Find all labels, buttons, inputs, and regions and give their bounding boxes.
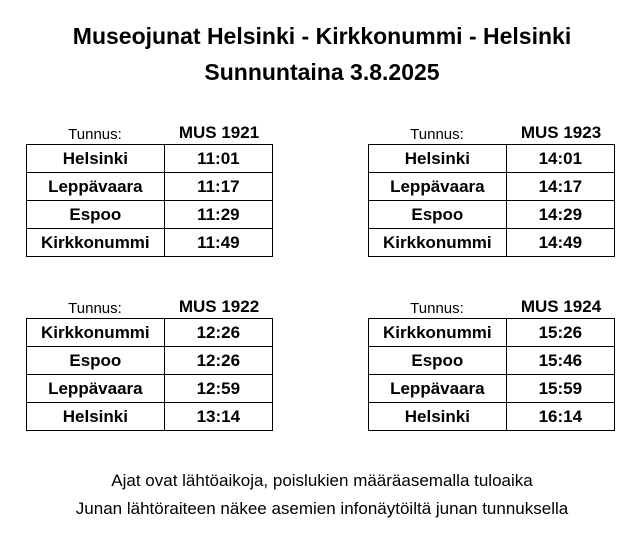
date-subtitle: Sunnuntaina 3.8.2025 — [204, 59, 440, 85]
table-row — [27, 319, 273, 347]
station-cell: Espoo — [27, 201, 165, 229]
timetable — [368, 318, 615, 431]
time-cell: 11:17 — [164, 173, 272, 201]
train-code: MUS 1921 — [178, 123, 260, 142]
table-row — [369, 201, 615, 229]
time-cell: 12:26 — [164, 347, 272, 375]
time-cell: 12:59 — [164, 375, 272, 403]
station-cell: Leppävaara — [27, 375, 165, 403]
station-cell: Kirkkonummi — [369, 319, 507, 347]
station-cell: Leppävaara — [369, 375, 507, 403]
tunnus-label: Tunnus: — [68, 300, 122, 317]
platform-info-note: Junan lähtöraiteen näkee asemien infonäytöiltä junan tunnuksella — [75, 499, 569, 518]
time-cell: 13:14 — [164, 403, 272, 431]
time-cell: 12:26 — [164, 319, 272, 347]
table-row — [369, 229, 615, 257]
time-cell: 15:59 — [506, 375, 614, 403]
departure-times-note: Ajat ovat lähtöaikoja, poislukien määräasemalla tuloaika — [111, 471, 533, 490]
table-row — [369, 347, 615, 375]
time-cell: 11:01 — [164, 145, 272, 173]
station-cell: Helsinki — [369, 145, 507, 173]
tunnus-label: Tunnus: — [410, 126, 464, 143]
station-cell: Espoo — [27, 347, 165, 375]
table-row — [369, 173, 615, 201]
time-cell: 16:14 — [506, 403, 614, 431]
train-header — [26, 122, 274, 144]
page-title: Museojunat Helsinki - Kirkkonummi - Helsinki — [72, 23, 572, 49]
train-block-mus-1924 — [368, 296, 616, 431]
time-cell: 14:01 — [506, 145, 614, 173]
time-cell: 15:46 — [506, 347, 614, 375]
tunnus-label: Tunnus: — [68, 126, 122, 143]
table-row — [27, 375, 273, 403]
table-row — [27, 229, 273, 257]
train-header — [368, 296, 616, 318]
station-cell: Espoo — [369, 347, 507, 375]
time-cell: 11:49 — [164, 229, 272, 257]
table-row — [27, 403, 273, 431]
station-cell: Kirkkonummi — [27, 229, 165, 257]
station-cell: Helsinki — [369, 403, 507, 431]
table-row — [369, 403, 615, 431]
table-row — [27, 201, 273, 229]
table-row — [27, 347, 273, 375]
table-row — [369, 319, 615, 347]
station-cell: Kirkkonummi — [369, 229, 507, 257]
train-code: MUS 1923 — [520, 123, 602, 142]
time-cell: 11:29 — [164, 201, 272, 229]
station-cell: Espoo — [369, 201, 507, 229]
timetable — [368, 144, 615, 257]
train-header — [368, 122, 616, 144]
time-cell: 15:26 — [506, 319, 614, 347]
timetable — [26, 144, 273, 257]
tunnus-label: Tunnus: — [410, 300, 464, 317]
table-row — [369, 145, 615, 173]
train-block-mus-1922 — [26, 296, 274, 431]
table-row — [369, 375, 615, 403]
train-header — [26, 296, 274, 318]
station-cell: Helsinki — [27, 145, 165, 173]
station-cell: Kirkkonummi — [27, 319, 165, 347]
train-block-mus-1921 — [26, 122, 274, 257]
train-code: MUS 1922 — [178, 297, 260, 316]
station-cell: Leppävaara — [27, 173, 165, 201]
time-cell: 14:17 — [506, 173, 614, 201]
table-row — [27, 145, 273, 173]
train-block-mus-1923 — [368, 122, 616, 257]
table-row — [27, 173, 273, 201]
timetable — [26, 318, 273, 431]
time-cell: 14:29 — [506, 201, 614, 229]
station-cell: Leppävaara — [369, 173, 507, 201]
time-cell: 14:49 — [506, 229, 614, 257]
train-code: MUS 1924 — [520, 297, 602, 316]
station-cell: Helsinki — [27, 403, 165, 431]
